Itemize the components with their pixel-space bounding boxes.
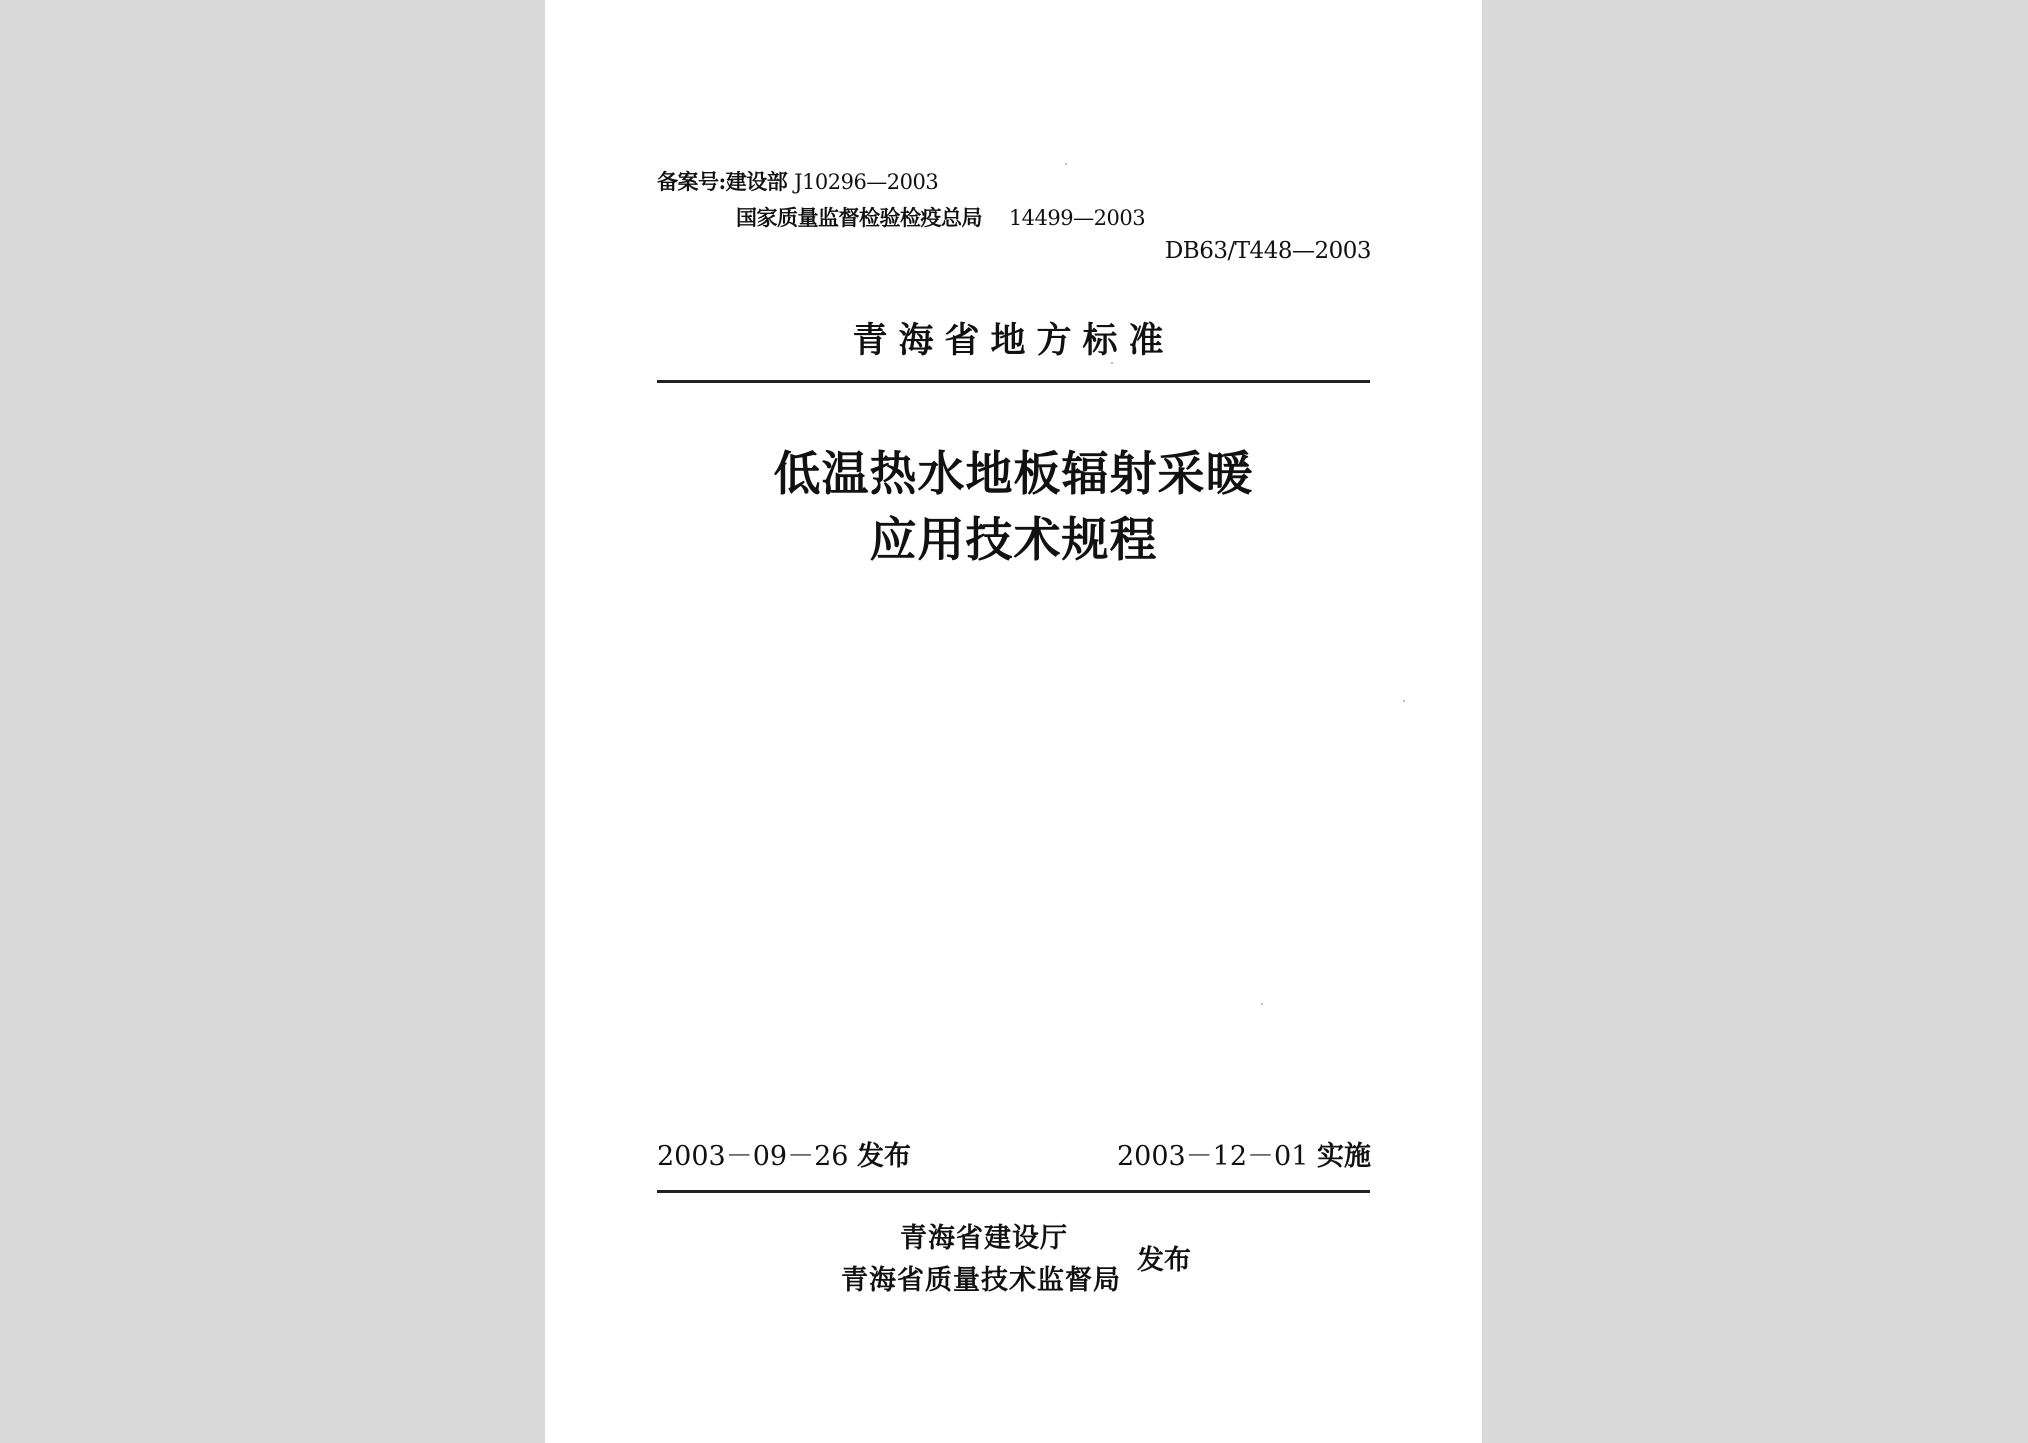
filing-authority: 国家质量监督检验检疫总局 [736, 205, 982, 230]
top-divider [657, 380, 1370, 383]
issue-date-label: 发布 [857, 1141, 912, 1172]
standard-code: DB63/T448—2003 [1164, 238, 1371, 264]
scan-speck [1111, 362, 1113, 364]
issuer-2: 青海省质量技术监督局 [841, 1265, 1121, 1296]
issuer-1: 青海省建设厅 [900, 1223, 1068, 1254]
document-title-line-2: 应用技术规程 [869, 513, 1158, 568]
filing-record-number-2: 14499—2003 [1008, 206, 1146, 230]
issue-date-value: 2003－09－26 [657, 1141, 849, 1172]
scan-speck [1403, 700, 1405, 702]
publish-label: 发布 [1137, 1245, 1191, 1276]
scan-speck [1065, 163, 1067, 165]
document-title-line-1: 低温热水地板辐射采暖 [773, 447, 1254, 502]
effective-date-value: 2003－12－01 [1116, 1141, 1309, 1172]
standard-type-heading: 青海省地方标准 [852, 321, 1175, 361]
filing-record-number-1: J10296—2003 [794, 170, 939, 194]
effective-date [1117, 1134, 1371, 1173]
issue-date [657, 1134, 911, 1173]
filing-record-label: 备案号:建设部 [657, 169, 788, 194]
filing-record-line-1 [657, 166, 938, 196]
effective-date-label: 实施 [1317, 1141, 1371, 1172]
bottom-divider [657, 1190, 1370, 1193]
filing-record-line-2 [736, 202, 1145, 232]
scan-speck [1261, 1003, 1263, 1005]
document-page [545, 0, 1482, 1443]
